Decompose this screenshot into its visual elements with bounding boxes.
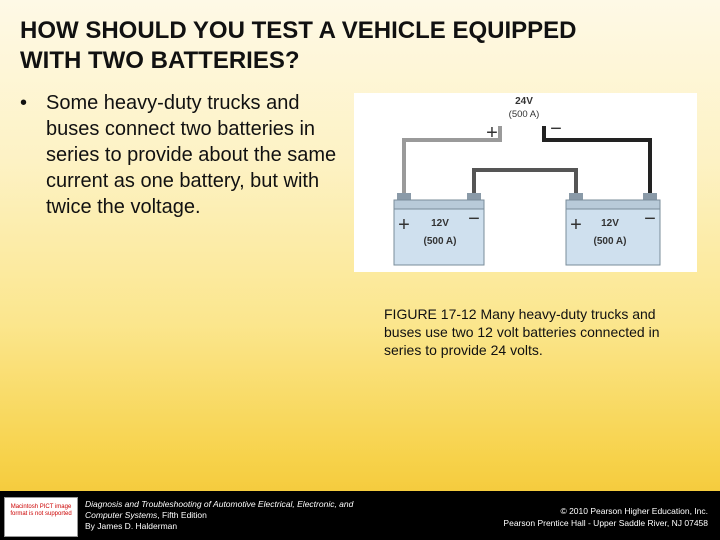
left-battery-pos-post <box>397 193 411 200</box>
footer-book-info <box>85 499 365 532</box>
left-battery-plus: + <box>398 214 410 236</box>
left-battery-minus: − <box>468 208 480 230</box>
bullet-list <box>20 90 340 220</box>
footer-publisher-info <box>408 505 708 529</box>
battery-diagram-svg <box>354 93 697 272</box>
right-battery-plus: + <box>570 214 582 236</box>
caption-text: Many heavy-duty trucks and buses use two 12 volt batteries connected in series to provide 24 volts. <box>384 306 660 358</box>
left-battery-current: (500 A) <box>423 236 457 247</box>
output-plus-sign: + <box>486 122 498 144</box>
total-voltage-label: 24V <box>515 96 533 107</box>
output-minus-sign: − <box>550 118 562 140</box>
footer-publisher: Pearson Prentice Hall - Upper Saddle River, NJ 07458 <box>503 518 708 528</box>
right-battery-pos-post <box>569 193 583 200</box>
battery-diagram <box>354 93 697 272</box>
slide-title <box>20 16 700 76</box>
footer-edition: , Fifth Edition <box>157 510 207 520</box>
figure-caption <box>384 305 684 359</box>
pict-placeholder-logo: Macintosh PICT image format is not supported <box>4 497 78 537</box>
title-line-1: HOW SHOULD YOU TEST A VEHICLE EQUIPPED <box>20 17 577 44</box>
bullet-text: Some heavy-duty trucks and buses connect two batteries in series to provide about the same current as one battery, but with twice the voltage. <box>46 92 337 218</box>
left-battery-voltage: 12V <box>431 218 449 229</box>
right-battery-neg-post <box>643 193 657 200</box>
footer-author: By James D. Halderman <box>85 521 178 531</box>
left-battery-neg-post <box>467 193 481 200</box>
footer-copyright: © 2010 Pearson Higher Education, Inc. <box>560 506 708 516</box>
total-current-label: (500 A) <box>508 109 540 120</box>
right-battery-minus: − <box>644 208 656 230</box>
caption-label: FIGURE 17-12 <box>384 306 477 322</box>
title-line-2: WITH TWO BATTERIES? <box>20 47 300 74</box>
right-battery-current: (500 A) <box>593 236 627 247</box>
series-jumper-wire <box>474 170 576 196</box>
bullet-marker: • <box>20 92 28 114</box>
footer-book-title: Diagnosis and Troubleshooting of Automotive Electrical, Electronic, and Computer Systems <box>85 499 354 520</box>
right-battery-voltage: 12V <box>601 218 619 229</box>
